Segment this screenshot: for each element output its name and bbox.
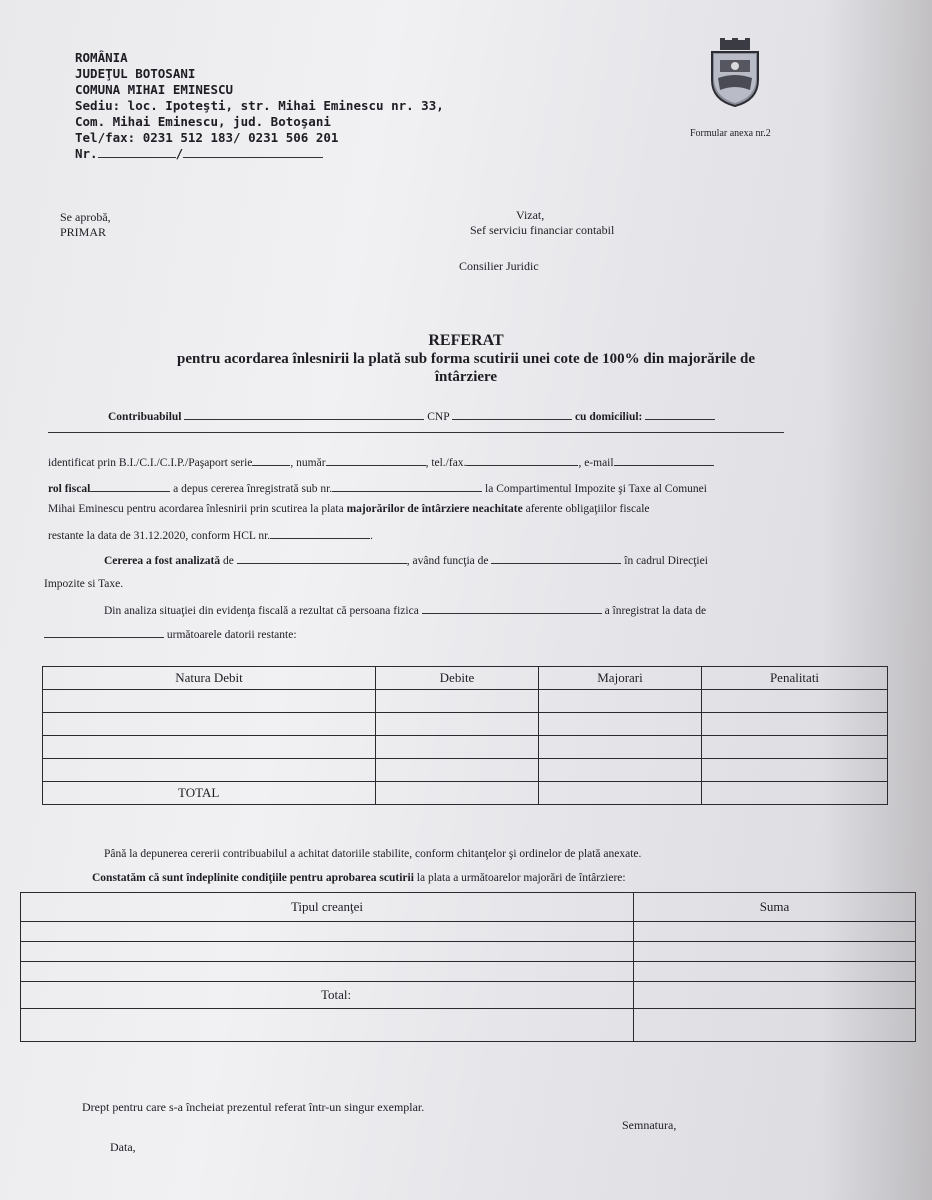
col-tipul-creantei: Tipul creanţei	[21, 893, 634, 922]
header-phone: Tel/fax: 0231 512 183/ 0231 506 201	[75, 130, 339, 145]
institution-header	[75, 50, 444, 162]
table-total-row	[43, 782, 888, 805]
col-debite: Debite	[376, 667, 539, 690]
table-row[interactable]	[21, 1009, 916, 1042]
header-address-2: Com. Mihai Eminescu, jud. Botoşani	[75, 114, 331, 129]
col-majorari: Majorari	[539, 667, 702, 690]
table-row[interactable]	[21, 962, 916, 982]
table-row[interactable]	[43, 690, 888, 713]
cnp-field[interactable]	[452, 408, 572, 420]
date-label: Data,	[110, 1140, 136, 1154]
conditions-statement: Constatăm că sunt îndeplinite condiţiile pentru aprobarea scutirii la plata a următoarelor majorări de întârziere:	[92, 872, 626, 884]
identification-line: identificat prin B.I./C.I./C.I.P./Paşaport serie , număr , tel./fax. , e-mail	[48, 454, 714, 469]
header-country: ROMÂNIA	[75, 50, 128, 65]
contribuabil-line: Contribuabilul CNP cu domiciliul:	[108, 408, 715, 423]
debts-table	[42, 666, 888, 805]
header-county: JUDEŢUL BOTOSANI	[75, 66, 196, 81]
payment-statement: Până la depunerea cererii contribuabilul a achitat datoriile stabilite, conform chitanţelor şi ordinelor de plată anexate.	[104, 848, 642, 860]
total-label: Total:	[21, 982, 634, 1009]
exemption-table	[20, 892, 916, 1042]
table-row[interactable]	[21, 922, 916, 942]
vizat-block: Vizat, Sef serviciu financiar contabil	[470, 208, 615, 237]
domiciliu-field[interactable]	[645, 408, 715, 420]
total-label: TOTAL	[43, 782, 376, 805]
col-suma: Suma	[634, 893, 916, 922]
table-row[interactable]	[43, 713, 888, 736]
rol-fiscal-line: rol fiscal a depus cererea înregistrată sub nr. la Compartimentul Impozite şi Taxe al Comunei	[48, 480, 707, 495]
table-header-row	[21, 893, 916, 922]
paragraph-line-2: restante la data de 31.12.2020, conform HCL nr. .	[48, 527, 373, 542]
legal-advisor-label: Consilier Juridic	[459, 259, 539, 273]
table-row[interactable]	[43, 759, 888, 782]
table-total-row	[21, 982, 916, 1009]
col-penalitati: Penalitati	[702, 667, 888, 690]
header-commune: COMUNA MIHAI EMINESCU	[75, 82, 234, 97]
header-registration-number: Nr. /	[75, 146, 444, 162]
coat-of-arms-icon	[706, 38, 764, 108]
table-row[interactable]	[21, 942, 916, 962]
analysis-line: Cererea a fost analizată de , având funcţia de în cadrul Direcţiei	[104, 552, 708, 567]
table-row[interactable]	[43, 736, 888, 759]
approval-block: Se aprobă, PRIMAR	[60, 210, 111, 239]
contribuabil-field[interactable]	[184, 408, 424, 420]
address-line[interactable]	[48, 432, 784, 433]
table-header-row	[43, 667, 888, 690]
col-natura-debit: Natura Debit	[43, 667, 376, 690]
debts-line: următoarele datorii restante:	[44, 626, 297, 641]
header-address-1: Sediu: loc. Ipoteşti, str. Mihai Eminescu nr. 33,	[75, 98, 444, 113]
document-title: REFERAT pentru acordarea înlesnirii la plată sub forma scutirii unei cote de 100% din majorările de întârziere	[176, 332, 756, 385]
situation-line: Din analiza situaţiei din evidenţa fiscală a rezultat că persoana fizica a înregistrat la data de	[104, 602, 706, 617]
closing-statement: Drept pentru care s-a încheiat prezentul referat într-un singur exemplar.	[82, 1100, 425, 1114]
paragraph-line-1: Mihai Eminescu pentru acordarea înlesnirii prin scutirea la plata majorărilor de întârziere neachitate aferente obligaţiilor fiscale	[48, 503, 650, 515]
directorate-line: Impozite si Taxe.	[44, 578, 124, 590]
signature-label: Semnatura,	[622, 1118, 677, 1132]
form-annex-label: Formular anexa nr.2	[690, 128, 771, 139]
